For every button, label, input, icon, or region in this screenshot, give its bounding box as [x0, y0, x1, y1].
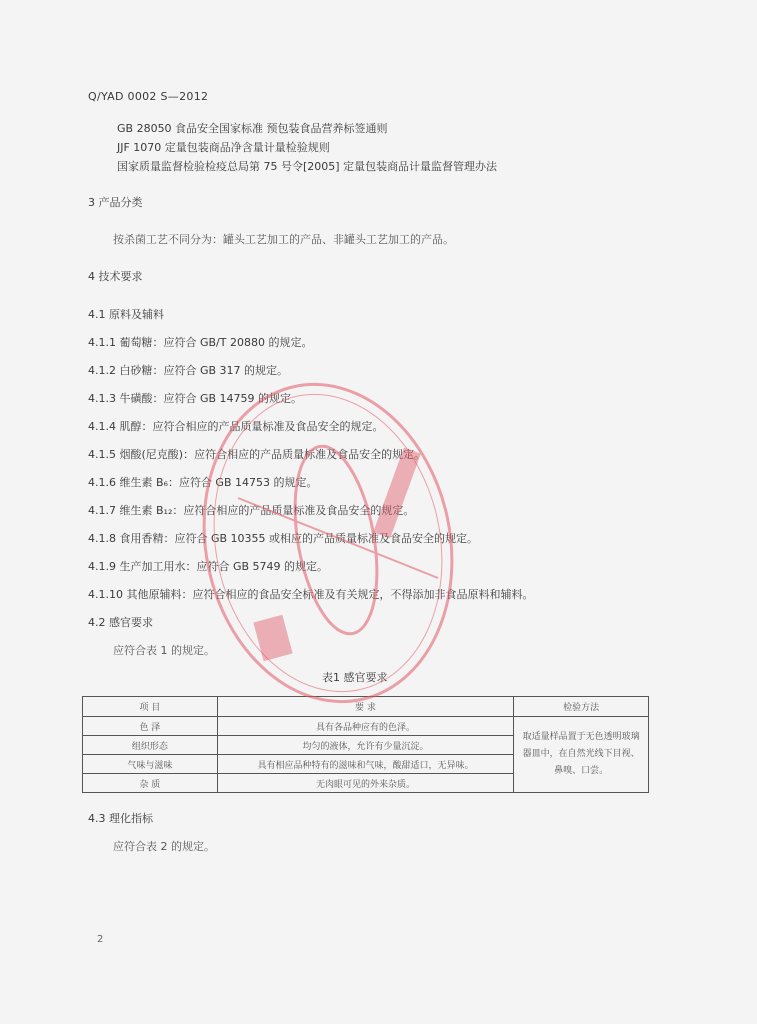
section-heading: 4.2 感官要求 [88, 616, 153, 629]
section-heading: 4.3 理化指标 [88, 812, 153, 825]
table-row [83, 717, 649, 736]
table-cell-requirement: 无肉眼可见的外来杂质。 [217, 774, 513, 793]
clause-item: 4.1.3 牛磺酸：应符合 GB 14759 的规定。 [88, 392, 303, 405]
sensory-requirements-table [82, 696, 649, 793]
clause-item: 4.1.1 葡萄糖：应符合 GB/T 20880 的规定。 [88, 336, 313, 349]
clause-item: 4.1.10 其他原辅料：应符合相应的食品安全标准及有关规定，不得添加非食品原料和辅料。 [88, 588, 534, 601]
section-paragraph: 应符合表 1 的规定。 [113, 644, 215, 657]
page-number: 2 [97, 934, 104, 945]
clause-item: 4.1.9 生产加工用水：应符合 GB 5749 的规定。 [88, 560, 329, 573]
section-heading: 4.1 原料及辅料 [88, 308, 164, 321]
reference-line: GB 28050 食品安全国家标准 预包装食品营养标签通则 [117, 122, 388, 135]
table-caption: 表1 感官要求 [322, 671, 388, 684]
table-cell-requirement: 具有相应品种特有的滋味和气味，酸甜适口，无异味。 [217, 755, 513, 774]
clause-item: 4.1.8 食用香精：应符合 GB 10355 或相应的产品质量标准及食品安全的规定。 [88, 532, 479, 545]
clause-item: 4.1.4 肌醇：应符合相应的产品质量标准及食品安全的规定。 [88, 420, 384, 433]
table-cell-requirement: 均匀的液体，允许有少量沉淀。 [217, 736, 513, 755]
table-cell-method: 取适量样品置于无色透明玻璃器皿中，在自然光线下目视、鼻嗅、口尝。 [514, 717, 649, 793]
column-header: 检验方法 [514, 697, 649, 717]
table-cell-requirement: 具有各品种应有的色泽。 [217, 717, 513, 736]
table-cell-item: 气味与滋味 [83, 755, 218, 774]
section-heading: 4 技术要求 [88, 270, 143, 283]
clause-item: 4.1.5 烟酸(尼克酸)：应符合相应的产品质量标准及食品安全的规定。 [88, 448, 426, 461]
section-paragraph: 按杀菌工艺不同分为：罐头工艺加工的产品、非罐头工艺加工的产品。 [113, 233, 454, 246]
section-paragraph: 应符合表 2 的规定。 [113, 840, 215, 853]
column-header: 项 目 [83, 697, 218, 717]
clause-item: 4.1.7 维生素 B₁₂：应符合相应的产品质量标准及食品安全的规定。 [88, 504, 415, 517]
reference-line: 国家质量监督检验检疫总局第 75 号令[2005] 定量包装商品计量监督管理办法 [117, 160, 498, 173]
column-header: 要 求 [217, 697, 513, 717]
clause-item: 4.1.2 白砂糖：应符合 GB 317 的规定。 [88, 364, 289, 377]
table-cell-item: 杂 质 [83, 774, 218, 793]
clause-item: 4.1.6 维生素 B₆：应符合 GB 14753 的规定。 [88, 476, 318, 489]
table-cell-item: 色 泽 [83, 717, 218, 736]
reference-line: JJF 1070 定量包装商品净含量计量检验规则 [117, 141, 330, 154]
standard-code: Q/YAD 0002 S—2012 [88, 90, 209, 103]
table-header-row [83, 697, 649, 717]
section-heading: 3 产品分类 [88, 196, 143, 209]
table-cell-item: 组织形态 [83, 736, 218, 755]
